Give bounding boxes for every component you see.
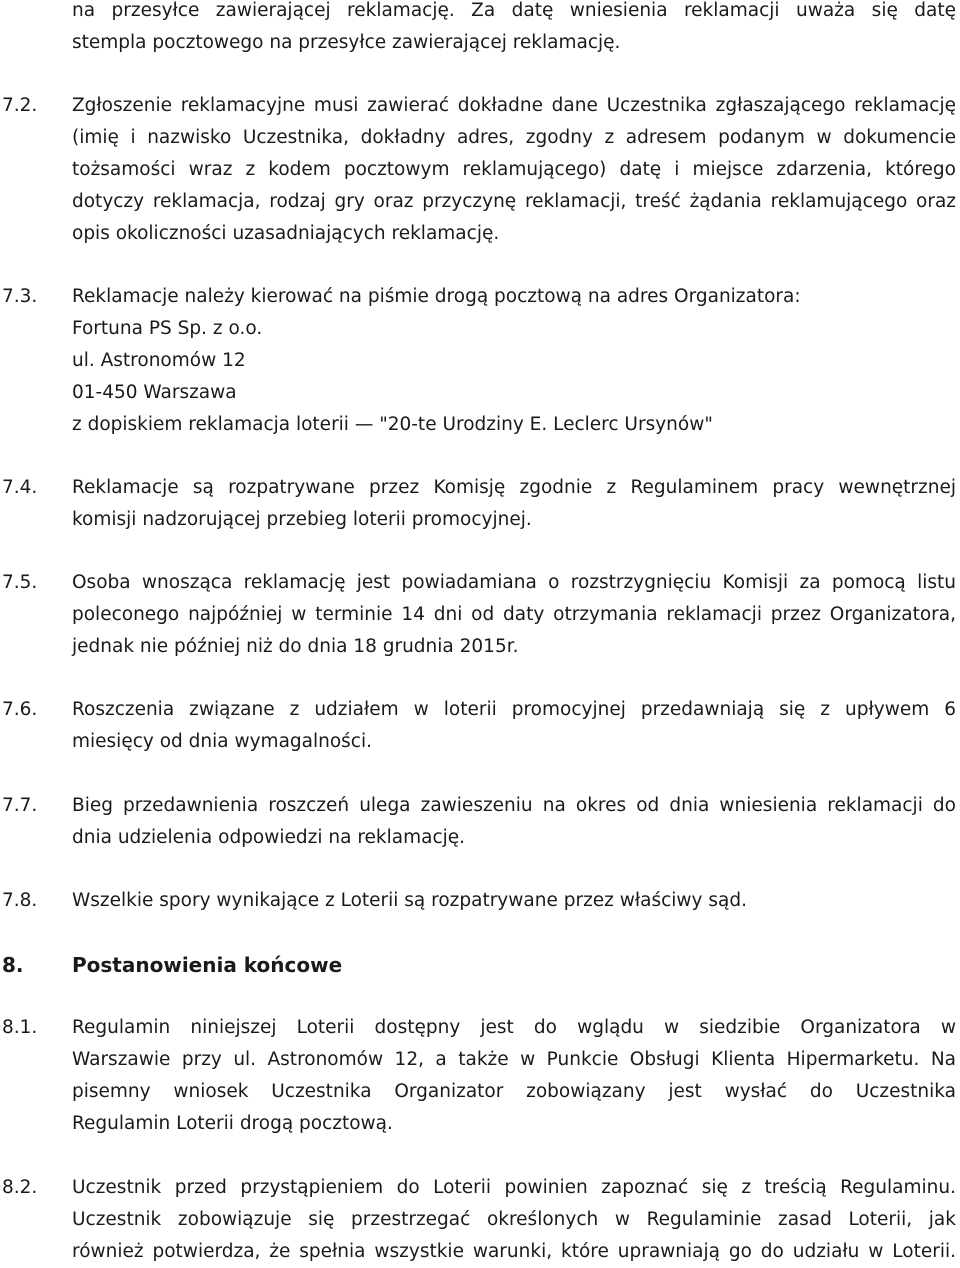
section-7-3 [0,281,960,441]
paragraph-line: tożsamości wraz z kodem pocztowym reklamującego) datę i miejsce zdarzenia, którego [72,159,956,180]
section-number: 7.8. [2,890,38,911]
paragraph-line: Reklamacje należy kierować na piśmie drogą pocztową na adres Organizatora: [72,286,801,307]
paragraph-line: na przesyłce zawierającej reklamację. Za datę wniesienia reklamacji uważa się datę [72,0,956,21]
section-number: 7.6. [2,699,38,720]
section-number: 8. [2,953,24,977]
paragraph-body [72,0,956,59]
section-number: 7.5. [2,572,38,593]
section-number: 7.7. [2,795,38,816]
section-7-8 [0,885,960,917]
paragraph-line: Regulamin Loterii drogą pocztową. [72,1113,393,1134]
section-number: 7.3. [2,286,38,307]
paragraph-line: również potwierdza, że spełnia wszystkie warunki, które uprawniają go do udziału w Loterii. [72,1241,956,1262]
paragraph-line: miesięcy od dnia wymagalności. [72,731,373,752]
section-7-7 [0,790,960,854]
paragraph-line: Uczestnik zobowiązuje się przestrzegać określonych w Regulaminie zasad Loterii, jak [72,1209,956,1230]
paragraph-line: jednak nie później niż do dnia 18 grudnia 2015r. [72,636,519,657]
paragraph-body [72,694,956,758]
section-number: 7.2. [2,95,38,116]
paragraph-line: opis okoliczności uzasadniających reklamację. [72,223,500,244]
paragraph-continuation [0,0,960,59]
paragraph-body [72,281,956,441]
paragraph-body [72,885,956,917]
address-city: 01-450 Warszawa [72,382,237,403]
section-number: 7.4. [2,477,38,498]
section-title: Postanowienia końcowe [72,953,343,977]
paragraph-body [72,90,956,250]
paragraph-line: dotyczy reklamacja, rodzaj gry oraz przyczynę reklamacji, treść żądania reklamującego oraz [72,191,956,212]
section-7-2 [0,90,960,250]
section-7-6 [0,694,960,758]
paragraph-line: stempla pocztowego na przesyłce zawierającej reklamację. [72,32,621,53]
paragraph-line: dnia udzielenia odpowiedzi na reklamację. [72,827,466,848]
paragraph-body [72,1172,956,1268]
paragraph-line: Warszawie przy ul. Astronomów 12, a także w Punkcie Obsługi Klienta Hipermarketu. Na [72,1049,956,1070]
address-company: Fortuna PS Sp. z o.o. [72,318,263,339]
paragraph-line: (imię i nazwisko Uczestnika, dokładny adres, zgodny z adresem podanym w dokumencie [72,127,956,148]
section-number: 8.2. [2,1177,38,1198]
paragraph-line: Regulamin niniejszej Loterii dostępny jest do wglądu w siedzibie Organizatora w [72,1017,956,1038]
section-8-1 [0,1012,960,1140]
paragraph-line: Uczestnik przed przystąpieniem do Loterii powinien zapoznać się z treścią Regulaminu. [72,1177,956,1198]
section-number: 8.1. [2,1017,38,1038]
section-8-heading [0,949,960,981]
paragraph-line: Osoba wnosząca reklamację jest powiadamiana o rozstrzygnięciu Komisji za pomocą listu [72,572,956,593]
paragraph-line: pisemny wniosek Uczestnika Organizator zobowiązany jest wysłać do Uczestnika [72,1081,956,1102]
section-number-empty [0,0,72,59]
paragraph-line: Bieg przedawnienia roszczeń ulega zawieszeniu na okres od dnia wniesienia reklamacji do [72,795,956,816]
paragraph-body [72,472,956,536]
section-8-2 [0,1172,960,1268]
paragraph-line: Wszelkie spory wynikające z Loterii są rozpatrywane przez właściwy sąd. [72,890,747,911]
paragraph-body [72,567,956,663]
paragraph-line: Zgłoszenie reklamacyjne musi zawierać dokładne dane Uczestnika zgłaszającego reklamację [72,95,956,116]
paragraph-line: Reklamacje są rozpatrywane przez Komisję zgodnie z Regulaminem pracy wewnętrznej [72,477,956,498]
paragraph-line: Roszczenia związane z udziałem w loterii promocyjnej przedawniają się z upływem 6 [72,699,956,720]
section-7-4 [0,472,960,536]
address-note: z dopiskiem reklamacja loterii — "20-te Urodziny E. Leclerc Ursynów" [72,414,713,435]
paragraph-body [72,790,956,854]
address-street: ul. Astronomów 12 [72,350,246,371]
paragraph-body [72,1012,956,1140]
section-7-5 [0,567,960,663]
paragraph-line: komisji nadzorującej przebieg loterii promocyjnej. [72,509,532,530]
paragraph-line: poleconego najpóźniej w terminie 14 dni od daty otrzymania reklamacji przez Organizatora, [72,604,956,625]
